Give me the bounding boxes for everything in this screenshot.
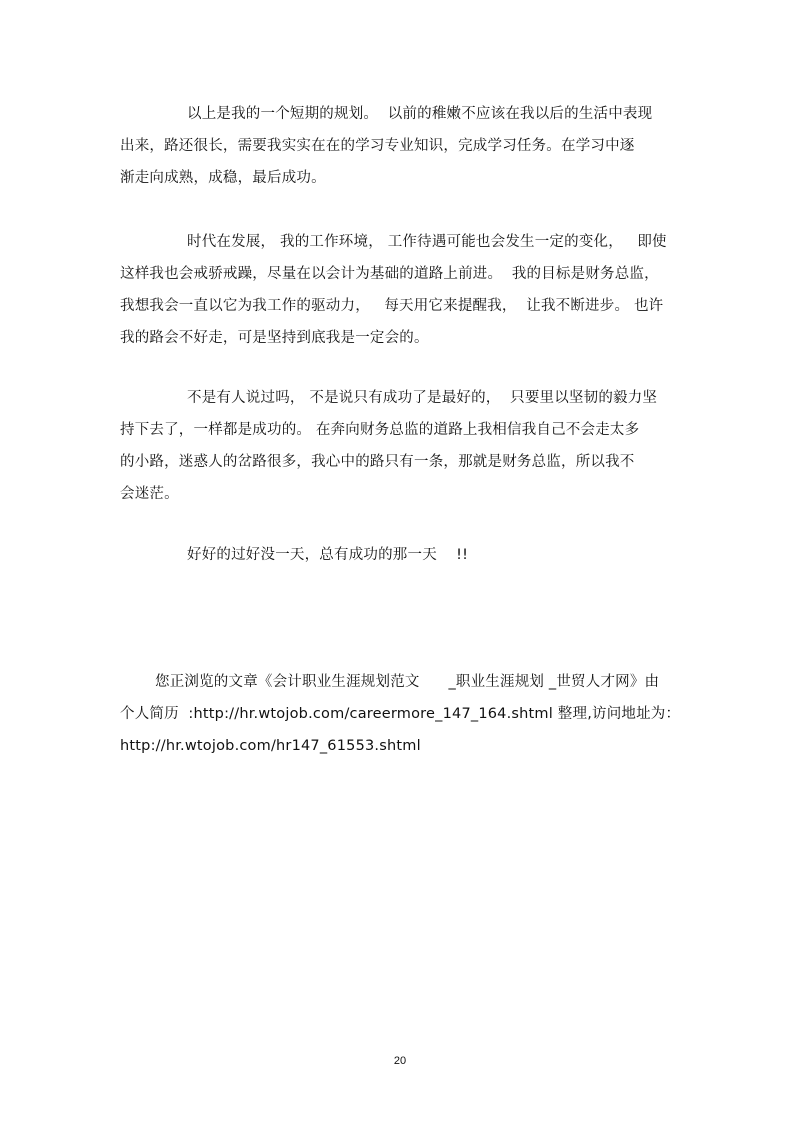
page-number: 20 — [393, 1055, 407, 1067]
paragraph-line: 不是有人说过吗， 不是说只有成功了是最好的， 只要里以坚韧的毅力坚 — [187, 390, 658, 406]
paragraph-line: 我想我会一直以它为我工作的驱动力， 每天用它来提醒我， 让我不断进步。 也许 — [120, 298, 664, 314]
paragraph-line: 这样我也会戒骄戒躁，尽量在以会计为基础的道路上前进。 我的目标是财务总监， — [120, 266, 659, 282]
footer-line: 您正浏览的文章《会计职业生涯规划范文 _职业生涯规划 _世贸人才网》由 — [155, 674, 660, 690]
paragraph-line: 出来，路还很长，需要我实实在在的学习专业知识，完成学习任务。在学习中逐 — [120, 138, 635, 154]
footer-url: http://hr.wtojob.com/hr147_61553.shtml — [120, 738, 421, 754]
paragraph-line: 持下去了，一样都是成功的。 在奔向财务总监的道路上我相信我自己不会走太多 — [120, 422, 640, 438]
paragraph-line: 渐走向成熟，成稳，最后成功。 — [120, 170, 326, 186]
paragraph-line: 的小路，迷惑人的岔路很多，我心中的路只有一条，那就是财务总监，所以我不 — [120, 454, 635, 470]
paragraph-line: 我的路会不好走，可是坚持到底我是一定会的。 — [120, 330, 429, 346]
paragraph-line: 以上是我的一个短期的规划。 以前的稚嫩不应该在我以后的生活中表现 — [187, 106, 653, 122]
footer-line: 个人简历 :http://hr.wtojob.com/careermore_147_164.shtml 整理,访问地址为： — [120, 706, 681, 722]
paragraph-line: 时代在发展， 我的工作环境， 工作待遇可能也会发生一定的变化， 即使 — [187, 234, 667, 250]
paragraph-line: 好好的过好没一天，总有成功的那一天 !! — [187, 547, 469, 563]
paragraph-line: 会迷茫。 — [120, 486, 179, 502]
